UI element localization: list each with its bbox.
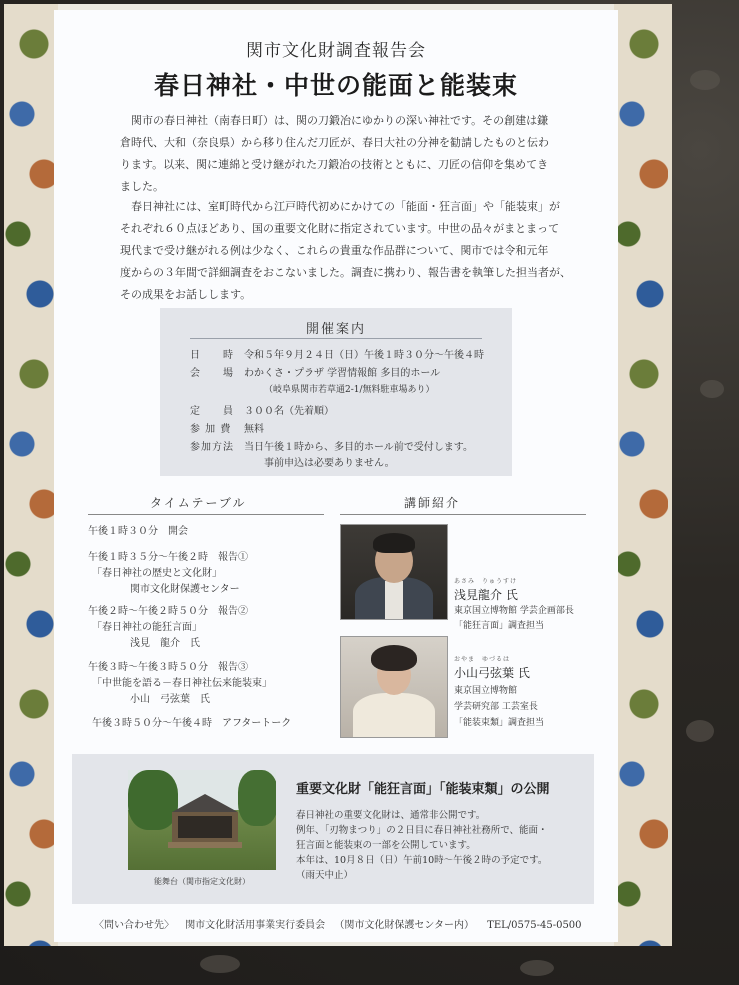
- contact-footer: [94, 916, 582, 931]
- info-key: 参 加 費: [190, 424, 232, 435]
- intro-line: 倉時代、大和（奈良県）から移り住んだ刀匠が、春日大社の分神を勧請したものと伝わ: [120, 136, 549, 149]
- timetable-line: 午後１時３５分～午後２時 報告①: [88, 552, 248, 563]
- info-divider: [190, 338, 482, 339]
- kimono-pattern-left: [4, 4, 58, 946]
- intro-line: それぞれ６０点ほどあり、国の重要文化財に指定されています。中世の品々がまとまって: [120, 222, 560, 235]
- intro-line: ました。: [120, 180, 164, 193]
- exhibit-line: 本年は、10月８日（日）午前10時～午後２時の予定です。: [296, 855, 548, 866]
- info-value: わかくさ・プラザ 学習情報館 多目的ホール: [244, 368, 441, 379]
- contact-label: 〈問い合わせ先〉: [94, 920, 174, 931]
- lecturers-rule: [340, 514, 586, 515]
- intro-line: 春日神社には、室町時代から江戸時代初めにかけての「能面・狂言面」や「能装束」が: [131, 200, 560, 213]
- info-key: 参加方法: [190, 442, 234, 453]
- lecturer-name: 小山弓弦葉 氏: [454, 666, 530, 680]
- poster-sheet: [54, 10, 618, 942]
- info-value: 令和５年９月２４日（日）午後１時３０分～午後４時: [244, 350, 484, 361]
- info-value: 当日午後１時から、多目的ホール前で受付します。: [244, 442, 473, 453]
- contact-org: 関市文化財活用事業実行委員会: [185, 920, 326, 931]
- info-heading: 開催案内: [305, 322, 366, 337]
- exhibit-line: 例年、「刃物まつり」の２日目に春日神社社務所で、能面・: [296, 825, 548, 836]
- timetable-line: 関市文化財保護センター: [130, 584, 240, 595]
- intro-line: ります。以来、関に連綿と受け継がれた刀鍛冶の技術とともに、刀匠の信仰を集めてき: [120, 158, 549, 171]
- timetable-line: 午後３時５０分～午後４時 アフタートーク: [92, 718, 292, 729]
- lecturer-desc: 東京国立博物館 学芸企画部長: [454, 606, 574, 616]
- event-info-panel: [160, 308, 512, 476]
- exhibit-line: 春日神社の重要文化財は、通常非公開です。: [296, 810, 486, 821]
- timetable-line: 午後３時～午後３時５０分 報告③: [88, 662, 248, 673]
- timetable-rule: [88, 514, 324, 515]
- intro-paragraph-1: [120, 110, 586, 198]
- info-value: ３００名（先着順）: [244, 406, 334, 417]
- timetable-line: 小山 弓弦葉 氏: [130, 694, 210, 705]
- timetable-line: 浅見 龍介 氏: [130, 638, 200, 649]
- intro-line: その成果をお話しします。: [120, 288, 252, 301]
- info-row-venue: [190, 366, 440, 382]
- lecturer-ruby: おやま ゆづるは: [454, 656, 511, 663]
- info-row-method: [190, 440, 473, 456]
- lecturer-desc: 「能装束類」調査担当: [454, 718, 545, 728]
- info-row-fee: [190, 422, 264, 438]
- exhibit-line: 狂言面と能装束の一部を公開しています。: [296, 840, 476, 851]
- intro-line: 度からの３年間で詳細調査をおこないました。調査に携わり、報告書を執筆した担当者が、: [120, 266, 571, 279]
- info-row-datetime: [190, 348, 484, 364]
- exhibit-panel: [72, 754, 594, 904]
- exhibit-line: （雨天中止）: [296, 870, 354, 881]
- poster-title: 春日神社・中世の能面と能装束: [153, 71, 518, 100]
- timetable-line: 午後１時３０分 開会: [88, 526, 188, 537]
- intro-paragraph-2: [120, 196, 586, 306]
- timetable-line: 「中世能を語る－春日神社伝来能装束」: [92, 678, 272, 689]
- exhibit-text: [296, 808, 548, 883]
- kimono-pattern-right: [614, 4, 672, 946]
- info-key: 定 員: [190, 406, 234, 417]
- lecturer-photo-asami: [340, 524, 448, 620]
- info-key: 日 時: [190, 350, 234, 361]
- info-key: 会 場: [190, 368, 234, 379]
- lecturer-name: 浅見龍介 氏: [454, 588, 518, 602]
- info-row-capacity: [190, 404, 334, 420]
- lecturer-photo-oyama: [340, 636, 448, 738]
- noh-stage-photo: [128, 770, 276, 870]
- info-value: 無料: [244, 424, 264, 435]
- photo-caption: 能舞台（関市指定文化財）: [154, 877, 250, 886]
- event-poster: [4, 4, 672, 946]
- intro-line: 現代まで受け継がれる例は少なく、これらの貴重な作品群について、関市では令和元年: [120, 244, 549, 257]
- contact-sub: （関市文化財保護センター内）: [334, 920, 474, 931]
- timetable-heading: タイムテーブル: [150, 496, 247, 510]
- poster-subtitle: 関市文化財調査報告会: [246, 41, 426, 61]
- timetable-line: 午後２時～午後２時５０分 報告②: [88, 606, 248, 617]
- intro-line: 関市の春日神社（南春日町）は、関の刀鍛冶にゆかりの深い神社です。その創建は鎌: [131, 114, 549, 127]
- lecturer-desc: 東京国立博物館: [454, 686, 518, 696]
- lecturer-desc: 学芸研究部 工芸室長: [454, 702, 538, 712]
- lecturer-ruby: あさみ りゅうすけ: [454, 578, 518, 585]
- info-subvalue: 事前申込は必要ありません。: [264, 458, 395, 469]
- timetable-line: 「春日神社の能狂言面」: [92, 622, 202, 633]
- contact-tel: TEL/0575-45-0500: [487, 920, 582, 931]
- exhibit-title: 重要文化財「能狂言面」「能装束類」の公開: [296, 782, 550, 797]
- lecturers-heading: 講師紹介: [404, 496, 461, 510]
- info-subvalue: （岐阜県関市若草通2-1/無料駐車場あり）: [264, 385, 435, 395]
- lecturer-desc: 「能狂言面」調査担当: [454, 621, 545, 631]
- timetable-line: 「春日神社の歴史と文化財」: [92, 568, 222, 579]
